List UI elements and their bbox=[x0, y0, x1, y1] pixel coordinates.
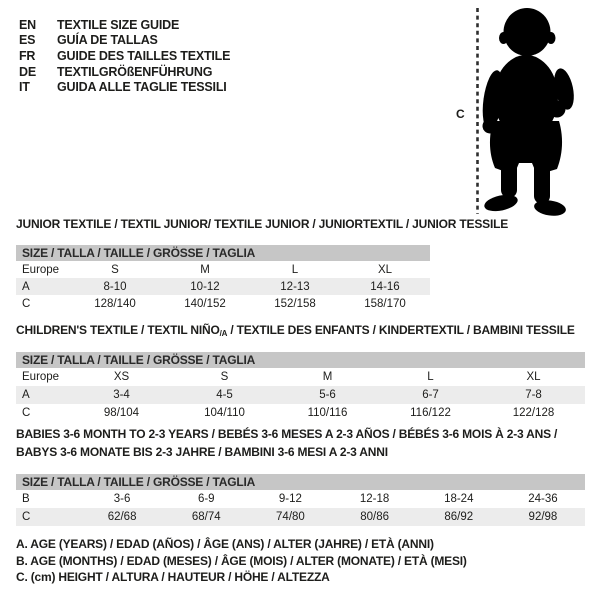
table-cell: 158/170 bbox=[364, 297, 406, 310]
table-cell: 4-5 bbox=[216, 389, 233, 401]
table-cell: 14-16 bbox=[370, 280, 400, 293]
children-table-title bbox=[16, 323, 575, 338]
row-label: Europe bbox=[22, 263, 60, 276]
table-cell: 74/80 bbox=[276, 511, 305, 523]
legend-notes bbox=[16, 536, 467, 586]
toddler-silhouette bbox=[479, 8, 577, 217]
table-cell: 3-4 bbox=[113, 389, 130, 401]
table-cell: M bbox=[322, 371, 333, 383]
size-header-bar: SIZE / TALLA / TAILLE / GRÖSSE / TAGLIA bbox=[16, 474, 585, 490]
note-age-years: A. AGE (YEARS) / EDAD (AÑOS) / ÂGE (ANS) / ALTER (JAHRE) / ETÀ (ANNI) bbox=[16, 537, 434, 552]
table-cell: 104/110 bbox=[204, 407, 245, 419]
table-cell: 5-6 bbox=[319, 389, 336, 401]
table-cell: 24-36 bbox=[528, 493, 558, 505]
table-cell: 98/104 bbox=[103, 407, 140, 419]
table-cell: 62/68 bbox=[107, 511, 137, 523]
table-cell: 116/122 bbox=[410, 407, 451, 419]
table-cell: M bbox=[200, 263, 210, 276]
table-cell: 92/98 bbox=[528, 511, 558, 523]
table-cell: XS bbox=[113, 371, 130, 383]
table-cell: L bbox=[427, 371, 434, 383]
table-cell: 9-12 bbox=[278, 493, 302, 505]
table-cell: S bbox=[220, 371, 229, 383]
toddler-silhouette-icon bbox=[468, 5, 583, 217]
table-cell: 110/116 bbox=[307, 407, 348, 419]
table-row bbox=[16, 295, 430, 312]
lang-row-fr bbox=[19, 48, 230, 64]
lang-row-en bbox=[19, 17, 230, 33]
table-row bbox=[16, 404, 585, 422]
table-cell: 6-7 bbox=[422, 389, 439, 401]
table-cell: 122/128 bbox=[512, 407, 555, 419]
table-cell: 12-18 bbox=[359, 493, 390, 505]
lang-code: IT bbox=[19, 80, 30, 95]
row-label: C bbox=[22, 297, 31, 310]
table-row bbox=[16, 386, 585, 404]
lang-label: GUÍA DE TALLAS bbox=[57, 33, 158, 48]
table-cell: 128/140 bbox=[94, 297, 136, 310]
table-cell: 86/92 bbox=[444, 511, 474, 523]
row-label: A bbox=[22, 280, 30, 293]
table-cell: 140/152 bbox=[184, 297, 226, 310]
row-label: Europe bbox=[22, 371, 60, 383]
lang-label: TEXTILE SIZE GUIDE bbox=[57, 17, 180, 32]
babies-table-title bbox=[16, 425, 557, 461]
junior-table-title: JUNIOR TEXTILE / TEXTIL JUNIOR/ TEXTILE JUNIOR / JUNIORTEXTIL / JUNIOR TESSILE bbox=[16, 217, 509, 231]
lang-code: FR bbox=[19, 48, 36, 63]
lang-label: GUIDE DES TAILLES TEXTILE bbox=[57, 48, 231, 63]
row-label: C bbox=[22, 407, 31, 419]
junior-size-table bbox=[16, 245, 430, 312]
title-line: BABIES 3-6 MONTH TO 2-3 YEARS / BEBÉS 3-6 MESES A 2-3 AÑOS / BÉBÉS 3-6 MOIS À 2-3 ANS / bbox=[16, 427, 558, 441]
lang-row-es bbox=[19, 33, 230, 49]
table-cell: XL bbox=[377, 263, 393, 276]
lang-code: ES bbox=[19, 33, 36, 48]
babies-size-table bbox=[16, 474, 585, 526]
lang-label: GUIDA ALLE TAGLIE TESSILI bbox=[57, 80, 227, 95]
lang-row-de bbox=[19, 64, 230, 80]
table-cell: 8-10 bbox=[103, 280, 127, 293]
children-size-table bbox=[16, 352, 585, 422]
table-cell: 3-6 bbox=[113, 493, 131, 505]
table-cell: 12-13 bbox=[280, 280, 310, 293]
lang-label: TEXTILGRÖßENFÜHRUNG bbox=[57, 64, 213, 79]
note-age-months: B. AGE (MONTHS) / EDAD (MESES) / ÂGE (MOIS) / ALTER (MONATE) / ETÀ (MESI) bbox=[16, 553, 467, 568]
table-row bbox=[16, 278, 430, 295]
table-cell: 152/158 bbox=[274, 297, 316, 310]
title-text: CHILDREN'S TEXTILE / TEXTIL NIÑO bbox=[16, 323, 220, 337]
size-header-bar: SIZE / TALLA / TAILLE / GRÖSSE / TAGLIA bbox=[16, 352, 585, 368]
table-cell: 18-24 bbox=[444, 493, 474, 505]
table-cell: L bbox=[291, 263, 299, 276]
table-cell: S bbox=[111, 263, 119, 276]
table-cell: 68/74 bbox=[191, 511, 221, 523]
title-line: BABYS 3-6 MONATE BIS 2-3 JAHRE / BAMBINI 3-6 MESI A 2-3 ANNI bbox=[16, 445, 388, 459]
table-row bbox=[16, 261, 430, 278]
note-height-cm: C. (cm) HEIGHT / ALTURA / HAUTEUR / HÖHE / ALTEZZA bbox=[16, 570, 330, 585]
table-cell: 10-12 bbox=[190, 280, 220, 293]
title-subscript: /A bbox=[219, 329, 228, 338]
table-row bbox=[16, 490, 585, 508]
title-text: / TEXTILE DES ENFANTS / KINDERTEXTIL / BAMBINI TESSILE bbox=[227, 323, 575, 337]
row-label: C bbox=[22, 511, 31, 523]
table-row bbox=[16, 508, 585, 526]
lang-row-it bbox=[19, 79, 230, 95]
size-header-bar: SIZE / TALLA / TAILLE / GRÖSSE / TAGLIA bbox=[16, 245, 430, 261]
lang-code: DE bbox=[19, 64, 36, 79]
row-label: A bbox=[22, 389, 30, 401]
row-label: B bbox=[22, 493, 30, 505]
language-header bbox=[19, 17, 230, 95]
table-cell: 6-9 bbox=[197, 493, 215, 505]
table-row bbox=[16, 368, 585, 386]
lang-code: EN bbox=[19, 17, 36, 32]
table-cell: XL bbox=[526, 371, 541, 383]
table-cell: 80/86 bbox=[360, 511, 389, 523]
table-cell: 7-8 bbox=[525, 389, 542, 401]
height-measure-label: C bbox=[456, 107, 465, 121]
